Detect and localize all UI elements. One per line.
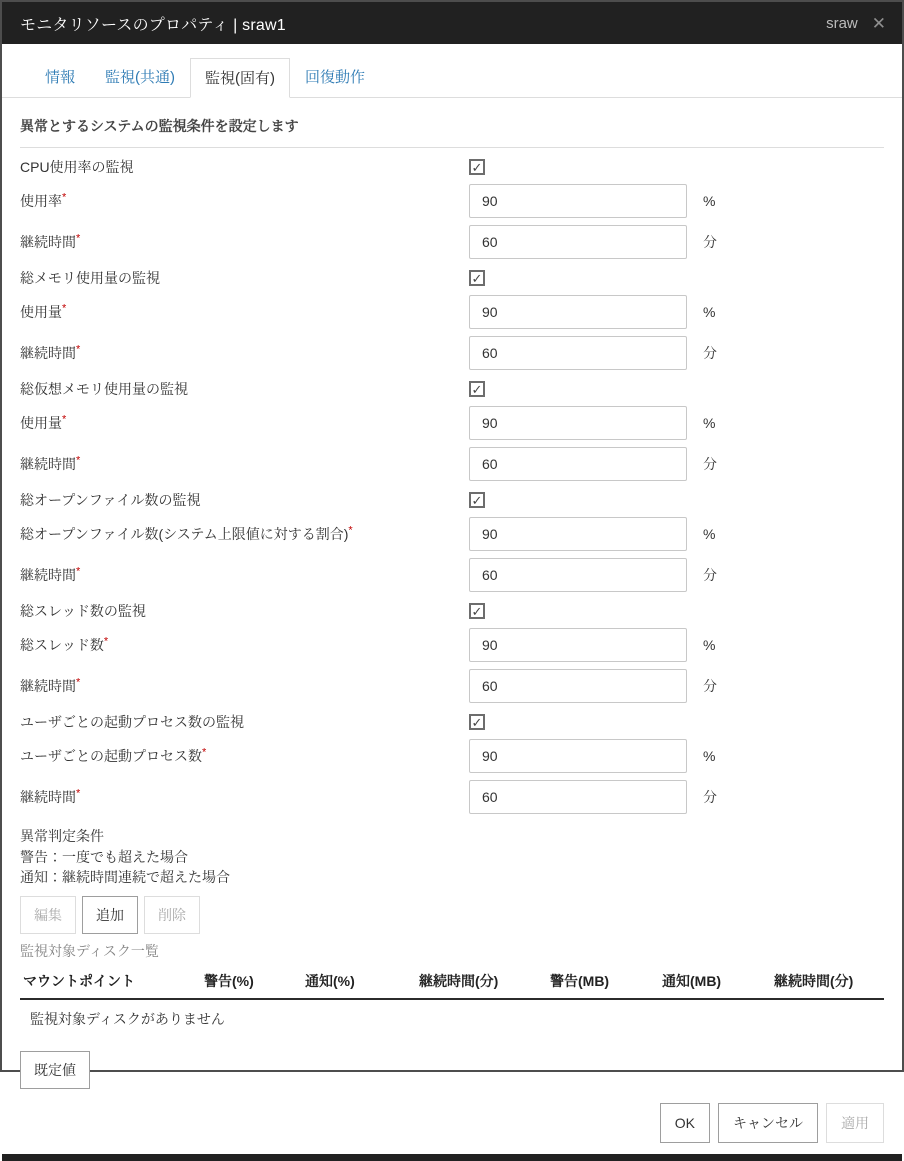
footer-button-適用: 適用 [826, 1103, 884, 1143]
required-marker: * [348, 524, 353, 537]
field-input[interactable] [469, 295, 687, 329]
field-input[interactable] [469, 225, 687, 259]
field-label: 総オープンファイル数(システム上限値に対する割合)* [20, 524, 353, 542]
close-icon[interactable]: ✕ [871, 13, 886, 33]
field-unit: % [703, 637, 716, 653]
monitor-toggle-label: 総オープンファイル数の監視 [20, 492, 201, 508]
footer-button-キャンセル[interactable]: キャンセル [718, 1103, 818, 1143]
field-label: 使用率* [20, 191, 67, 209]
field-unit: 分 [703, 567, 717, 583]
monitor-checkbox[interactable]: ✓ [469, 159, 485, 175]
field-unit: % [703, 415, 716, 431]
required-marker: * [76, 343, 81, 356]
disk-action-追加[interactable]: 追加 [82, 896, 138, 934]
monitor-field-row [20, 406, 884, 440]
required-marker: * [76, 565, 81, 578]
field-label: 継続時間* [20, 565, 81, 583]
field-label: 使用量* [20, 302, 67, 320]
disk-column-header: 警告(MB) [550, 972, 610, 989]
disk-column-header: 警告(%) [204, 972, 254, 989]
monitor-checkbox[interactable]: ✓ [469, 714, 485, 730]
judgement-line-notice: 通知：継続時間連続で超えた場合 [20, 869, 230, 885]
monitor-toggle-row [20, 602, 884, 620]
field-label: 継続時間* [20, 676, 81, 694]
required-marker: * [103, 635, 109, 648]
field-input[interactable] [469, 517, 687, 551]
field-unit: 分 [703, 345, 717, 361]
monitor-field-row [20, 184, 884, 218]
monitor-field-row [20, 739, 884, 773]
monitor-field-row [20, 669, 884, 703]
monitor-toggle-label: 総仮想メモリ使用量の監視 [20, 381, 188, 397]
disk-column-header: 通知(MB) [662, 972, 722, 989]
judgement-title: 異常判定条件 [20, 828, 104, 844]
disk-table [20, 967, 884, 1029]
monitor-toggle-row [20, 713, 884, 731]
disk-column-header: 継続時間(分) [774, 972, 854, 989]
disk-table-empty-message: 監視対象ディスクがありません [30, 1010, 225, 1027]
field-label: 継続時間* [20, 232, 81, 250]
dialog-titlebar [2, 2, 902, 44]
monitor-toggle-label: 総スレッド数の監視 [20, 603, 146, 619]
monitor-settings [20, 158, 884, 814]
monitor-field-row [20, 295, 884, 329]
dialog-content [2, 98, 902, 1089]
field-unit: 分 [703, 789, 717, 805]
disk-table-header [20, 967, 884, 1000]
monitor-group [20, 491, 884, 592]
required-marker: * [62, 413, 67, 426]
field-input[interactable] [469, 628, 687, 662]
field-unit: 分 [703, 456, 717, 472]
dialog-title: モニタリソースのプロパティ | sraw1 [20, 16, 286, 34]
monitor-toggle-row [20, 269, 884, 287]
monitor-group [20, 380, 884, 481]
monitor-group [20, 713, 884, 814]
footer-bar [2, 1154, 902, 1161]
required-marker: * [76, 454, 81, 467]
monitor-toggle-row [20, 158, 884, 176]
monitor-group [20, 158, 884, 259]
field-unit: % [703, 526, 716, 542]
field-unit: 分 [703, 678, 717, 694]
judgement-block [20, 826, 884, 888]
monitor-field-row [20, 558, 884, 592]
disk-column-header: 通知(%) [305, 972, 355, 989]
tab-bar [2, 57, 902, 98]
required-marker: * [62, 191, 67, 204]
required-marker: * [62, 302, 67, 315]
monitor-field-row [20, 225, 884, 259]
disk-column-header: マウントポイント [23, 972, 135, 989]
field-unit: % [703, 193, 716, 209]
required-marker: * [202, 746, 207, 759]
judgement-line-warning: 警告：一度でも超えた場合 [20, 848, 188, 865]
monitor-checkbox[interactable]: ✓ [469, 381, 485, 397]
default-row [20, 1051, 884, 1089]
field-label: 継続時間* [20, 454, 81, 472]
required-marker: * [76, 787, 81, 800]
disk-action-buttons [20, 896, 884, 934]
field-input[interactable] [469, 447, 687, 481]
footer-buttons [2, 1103, 902, 1143]
field-input[interactable] [469, 739, 687, 773]
field-input[interactable] [469, 336, 687, 370]
field-label: 使用量* [20, 413, 67, 431]
monitor-toggle-row [20, 380, 884, 398]
required-marker: * [76, 676, 81, 689]
monitor-checkbox[interactable]: ✓ [469, 492, 485, 508]
tab-監視(共通)[interactable]: 監視(共通) [105, 69, 176, 86]
field-input[interactable] [469, 780, 687, 814]
disk-action-削除: 削除 [144, 896, 200, 934]
monitor-field-row [20, 628, 884, 662]
monitor-field-row [20, 336, 884, 370]
field-label: 継続時間* [20, 343, 81, 361]
disk-column-header: 継続時間(分) [419, 972, 499, 989]
field-input[interactable] [469, 184, 687, 218]
monitor-toggle-label: CPU使用率の監視 [20, 159, 134, 175]
monitor-toggle-row [20, 491, 884, 509]
monitor-group [20, 269, 884, 370]
field-unit: % [703, 304, 716, 320]
field-input[interactable] [469, 669, 687, 703]
disk-action-編集: 編集 [20, 896, 76, 934]
tab-情報[interactable]: 情報 [45, 69, 76, 86]
required-marker: * [76, 232, 81, 245]
footer-button-OK[interactable]: OK [660, 1103, 710, 1143]
tab-回復動作[interactable]: 回復動作 [305, 69, 366, 86]
monitor-field-row [20, 780, 884, 814]
field-label: ユーザごとの起動プロセス数* [20, 746, 207, 764]
field-unit: % [703, 748, 716, 764]
field-input[interactable] [469, 406, 687, 440]
field-label: 総スレッド数* [20, 635, 109, 653]
default-values-button[interactable]: 既定値 [20, 1051, 90, 1089]
monitor-group [20, 602, 884, 703]
section-heading: 異常とするシステムの監視条件を設定します [20, 116, 884, 148]
window-label: sraw [826, 14, 858, 32]
monitor-toggle-label: 総メモリ使用量の監視 [20, 270, 160, 286]
monitor-toggle-label: ユーザごとの起動プロセス数の監視 [20, 714, 244, 730]
disk-list-title: 監視対象ディスク一覧 [20, 942, 159, 959]
tab-監視(固有)[interactable]: 監視(固有) [190, 58, 290, 98]
monitor-checkbox[interactable]: ✓ [469, 270, 485, 286]
field-unit: 分 [703, 234, 717, 250]
monitor-field-row [20, 517, 884, 551]
monitor-field-row [20, 447, 884, 481]
field-input[interactable] [469, 558, 687, 592]
field-label: 継続時間* [20, 787, 81, 805]
monitor-checkbox[interactable]: ✓ [469, 603, 485, 619]
